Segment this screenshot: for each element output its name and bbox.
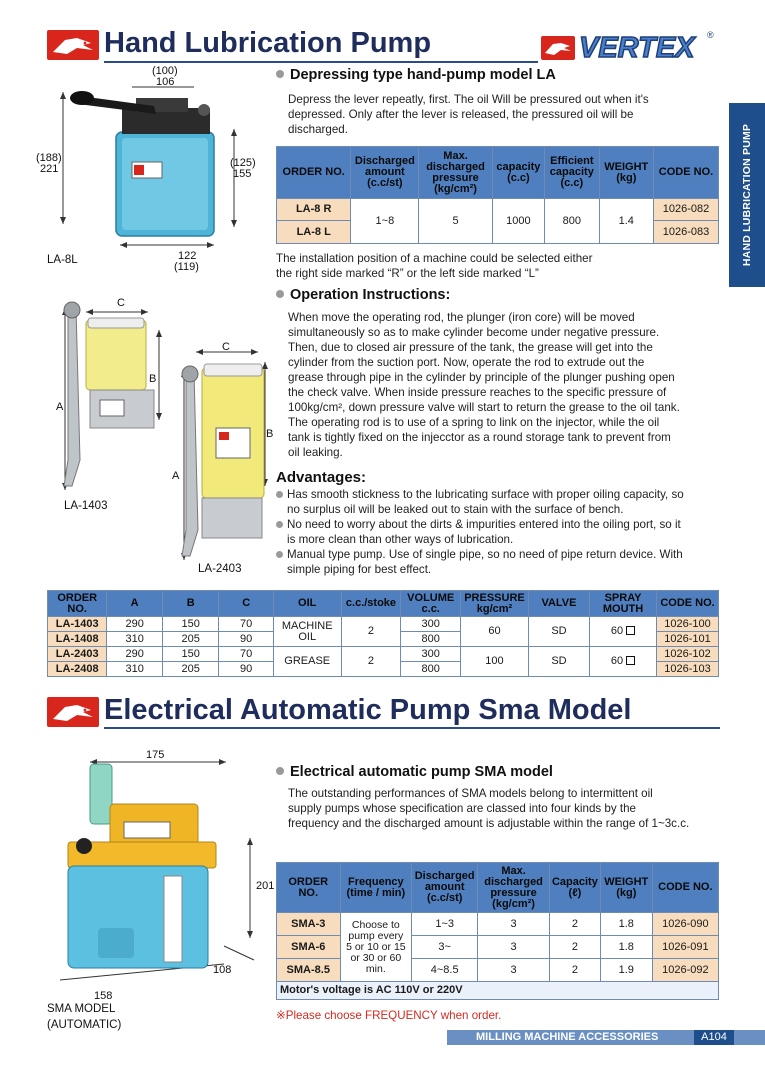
dim-left-2: 221: [40, 163, 59, 175]
la-note-line: the right side marked “R” or the left side marked “L”: [276, 267, 539, 280]
oil-type: GREASE: [273, 647, 341, 677]
col-header: Efficient capacity (c.c): [545, 147, 599, 199]
cc-stroke: 2: [341, 647, 401, 677]
table-row: [48, 617, 719, 632]
pressure: 3: [478, 959, 550, 982]
operation-line: simultaneously so as to make cylinder become under negative pressure.: [288, 326, 660, 339]
order-no: LA-8 R: [277, 199, 351, 221]
advantages-list: [276, 487, 720, 577]
table-row: [48, 647, 719, 662]
col-header: ORDER NO.: [48, 591, 107, 617]
dim-right-2: 155: [233, 168, 252, 180]
advantages-title: Advantages:: [276, 469, 367, 486]
volume: 300: [401, 647, 461, 662]
dim-a: 290: [107, 647, 163, 662]
col-header: Max. discharged pressure (kg/cm²): [478, 863, 550, 913]
sma-dim-bottom: 158: [94, 990, 113, 1002]
code-no: 1026-102: [657, 647, 719, 662]
capacity: 2: [549, 936, 600, 959]
advantage-line: no surplus oil will be leaked out to stain with the surface of bench.: [287, 503, 624, 516]
col-header: Discharged amount (c.c/st): [412, 863, 478, 913]
amount: 4~8.5: [412, 959, 478, 982]
col-header: VALVE: [528, 591, 589, 617]
side-tab-label: HAND LUBRICATION PUMP: [741, 123, 753, 267]
sma-spec-table: [276, 862, 719, 1000]
dim-right-1: (125): [230, 157, 256, 169]
sma-rule: [104, 727, 720, 729]
pressure: 100: [461, 647, 529, 677]
la-section-title-text: Depressing type hand-pump model LA: [290, 67, 556, 83]
page-title: Hand Lubrication Pump: [104, 27, 432, 59]
la2403-label: LA-2403: [198, 563, 242, 575]
sma-caption-1: SMA MODEL: [47, 1003, 116, 1015]
bullet-icon: [276, 290, 284, 298]
dim-a-1403: A: [56, 401, 64, 413]
pressure: 3: [478, 913, 550, 936]
sma-heading: Electrical Automatic Pump Sma Model: [104, 694, 632, 726]
spray-mouth: [590, 647, 657, 677]
dim-b-1403: B: [149, 373, 157, 385]
operation-body: [288, 310, 712, 460]
dim-c-2403: C: [222, 341, 230, 353]
operation-line: The operating rod is to use of a spring to link on the injector, while the oil: [288, 416, 660, 429]
order-no: LA-2403: [48, 647, 107, 662]
volume: 300: [401, 617, 461, 632]
oil-type: MACHINE OIL: [273, 617, 341, 647]
col-header: Capacity (ℓ): [549, 863, 600, 913]
dim-a-2403: A: [172, 470, 180, 482]
registered-mark: ®: [707, 30, 714, 40]
la8-spec-table: [276, 146, 719, 244]
la-note: [276, 251, 716, 281]
page-number: A104: [694, 1030, 734, 1045]
advantage-line: is more clean than other ways of lubrication.: [287, 533, 514, 546]
code-no: 1026-103: [657, 662, 719, 677]
operation-line: tank is tightly fixed on the injecctor as a round storage tank to prevent from: [288, 431, 671, 444]
advantage-line: Has smooth stickness to the lubricating surface with proper oiling capacity, so: [287, 488, 684, 501]
operation-line: the check valve. When inside pressure reaches to the specific pressure of: [288, 386, 667, 399]
la-intro: [288, 92, 708, 137]
sma-dim-top: 175: [146, 749, 165, 761]
sma-body: [288, 786, 718, 831]
capacity: 2: [549, 959, 600, 982]
dim-a: 310: [107, 632, 163, 647]
sma-caption-2: (AUTOMATIC): [47, 1019, 122, 1031]
la-intro-line: depressed. Only after the lever is released, the pressured oil will be: [288, 108, 634, 121]
weight: 1.9: [600, 959, 652, 982]
code-no: 1026-092: [652, 959, 718, 982]
weight: 1.4: [599, 199, 653, 244]
bullet-icon: [276, 491, 283, 498]
sma-dim-right: 201: [256, 880, 275, 892]
col-header: CODE NO.: [652, 863, 718, 913]
side-tab: [729, 103, 765, 287]
code-no: 1026-090: [652, 913, 718, 936]
col-header: Discharged amount (c.c/st): [351, 147, 419, 199]
dim-c: 90: [219, 632, 273, 647]
dim-bottom-1: 122: [178, 250, 197, 262]
dim-b-2403: B: [266, 428, 274, 440]
dim-c: 70: [219, 617, 273, 632]
operation-line: cylinder from the suction port. Now, operate the rod to extrude out the: [288, 356, 645, 369]
brand-wordmark: VERTEX: [579, 32, 695, 64]
la-intro-line: Depress the lever repeatly, first. The oil Will be pressured out when it's: [288, 93, 649, 106]
col-header: C: [219, 591, 273, 617]
bullet-icon: [276, 767, 284, 775]
eagle-logo: [47, 697, 99, 727]
pressure: 3: [478, 936, 550, 959]
la-section-title: [276, 67, 556, 83]
table-row: [277, 913, 719, 936]
col-header: SPRAY MOUTH: [590, 591, 657, 617]
order-no: SMA-8.5: [277, 959, 341, 982]
bullet-icon: [276, 70, 284, 78]
col-header: ORDER NO.: [277, 147, 351, 199]
code-no: 1026-101: [657, 632, 719, 647]
operation-line: When move the operating rod, the plunger (iron core) will be moved: [288, 311, 635, 324]
volume: 800: [401, 662, 461, 677]
order-no: SMA-3: [277, 913, 341, 936]
la-intro-line: discharged.: [288, 123, 348, 136]
col-header: Max. discharged pressure (kg/cm²): [419, 147, 492, 199]
amount: 1~3: [412, 913, 478, 936]
la-series-table: [47, 590, 719, 677]
sma-section-title-text: Electrical automatic pump SMA model: [290, 764, 553, 780]
vertex-logo: [541, 32, 713, 66]
la1403-label: LA-1403: [64, 500, 108, 512]
motor-note: Motor's voltage is AC 110V or 220V: [277, 982, 719, 1000]
valve: SD: [528, 617, 589, 647]
dim-b: 150: [162, 617, 219, 632]
col-header: B: [162, 591, 219, 617]
bullet-icon: [276, 551, 283, 558]
valve: SD: [528, 647, 589, 677]
frequency-warning: ※Please choose FREQUENCY when order.: [276, 1009, 502, 1022]
operation-line: Then, due to closed air pressure of the tank, the grease will get into the: [288, 341, 653, 354]
dim-top-1: (100): [152, 65, 178, 77]
dim-c: 70: [219, 647, 273, 662]
col-header: capacity (c.c): [492, 147, 544, 199]
weight: 1.8: [600, 936, 652, 959]
col-header: OIL: [273, 591, 341, 617]
sma-dim-mid: 108: [213, 964, 232, 976]
code-no: 1026-083: [654, 221, 719, 244]
la-note-line: The installation position of a machine could be selected either: [276, 252, 593, 265]
col-header: CODE NO.: [657, 591, 719, 617]
col-header: c.c./stoke: [341, 591, 401, 617]
col-header: CODE NO.: [654, 147, 719, 199]
pressure: 60: [461, 617, 529, 647]
table-row: [277, 199, 719, 221]
order-no: LA-8 L: [277, 221, 351, 244]
frequency: Choose to pump every 5 or 10 or 15 or 30 or 60 min.: [340, 913, 412, 982]
advantage-line: simple piping for best effect.: [287, 563, 432, 576]
efficient-capacity: 800: [545, 199, 599, 244]
list-item: [276, 517, 720, 547]
list-item: [276, 547, 720, 577]
discharged: 1~8: [351, 199, 419, 244]
footer-text: MILLING MACHINE ACCESSORIES: [476, 1031, 659, 1043]
sma-section-title: [276, 764, 553, 780]
col-header: PRESSURE kg/cm²: [461, 591, 529, 617]
col-header: WEIGHT (kg): [599, 147, 653, 199]
code-no: 1026-082: [654, 199, 719, 221]
sma-line: frequency and the discharged amount is adjustable within the range of 1~3c.c.: [288, 817, 690, 830]
spray-value: 60: [610, 625, 624, 637]
dim-a: 310: [107, 662, 163, 677]
dim-c: 90: [219, 662, 273, 677]
col-header: A: [107, 591, 163, 617]
spray-mouth: [590, 617, 657, 647]
operation-line: 100kg/cm², down pressure valve will start to return the grease to the oil tank.: [288, 401, 680, 414]
eagle-logo: [47, 30, 99, 60]
dim-left-1: (188): [36, 152, 62, 164]
col-header: Frequency (time / min): [340, 863, 412, 913]
capacity: 2: [549, 913, 600, 936]
weight: 1.8: [600, 913, 652, 936]
la1403-figure: [44, 290, 276, 580]
square-icon: [626, 656, 635, 665]
bullet-icon: [276, 521, 283, 528]
operation-line: oil leaking.: [288, 446, 343, 459]
sma-line: The outstanding performances of SMA models belong to intermittent oil: [288, 787, 653, 800]
sma-line: supply pumps whose specification are classed into four kinds by the: [288, 802, 636, 815]
sma-figure: [44, 742, 266, 1010]
dim-top-2: 106: [156, 76, 175, 88]
order-no: LA-1408: [48, 632, 107, 647]
square-icon: [626, 626, 635, 635]
code-no: 1026-091: [652, 936, 718, 959]
dim-a: 290: [107, 617, 163, 632]
order-no: LA-1403: [48, 617, 107, 632]
spray-value: 60: [610, 655, 624, 667]
col-header: VOLUME c.c.: [401, 591, 461, 617]
capacity: 1000: [492, 199, 544, 244]
operation-title-text: Operation Instructions:: [290, 287, 451, 303]
dim-b: 205: [162, 632, 219, 647]
cc-stroke: 2: [341, 617, 401, 647]
advantage-line: No need to worry about the dirts & impurities entered into the oiling port, so it: [287, 518, 681, 531]
la8l-label: LA-8L: [47, 254, 78, 266]
dim-bottom-2: (119): [174, 261, 199, 273]
table-row: [277, 982, 719, 1000]
dim-b: 150: [162, 647, 219, 662]
pressure: 5: [419, 199, 492, 244]
order-no: LA-2408: [48, 662, 107, 677]
operation-title: [276, 287, 450, 303]
list-item: [276, 487, 720, 517]
operation-line: grease through pipe in the cylinder by principle of the plunger pushing open: [288, 371, 675, 384]
volume: 800: [401, 632, 461, 647]
col-header: WEIGHT (kg): [600, 863, 652, 913]
dim-b: 205: [162, 662, 219, 677]
advantage-line: Manual type pump. Use of single pipe, so no need of pipe return device. With: [287, 548, 683, 561]
code-no: 1026-100: [657, 617, 719, 632]
amount: 3~: [412, 936, 478, 959]
col-header: ORDER NO.: [277, 863, 341, 913]
order-no: SMA-6: [277, 936, 341, 959]
dim-c-1403: C: [117, 297, 125, 309]
